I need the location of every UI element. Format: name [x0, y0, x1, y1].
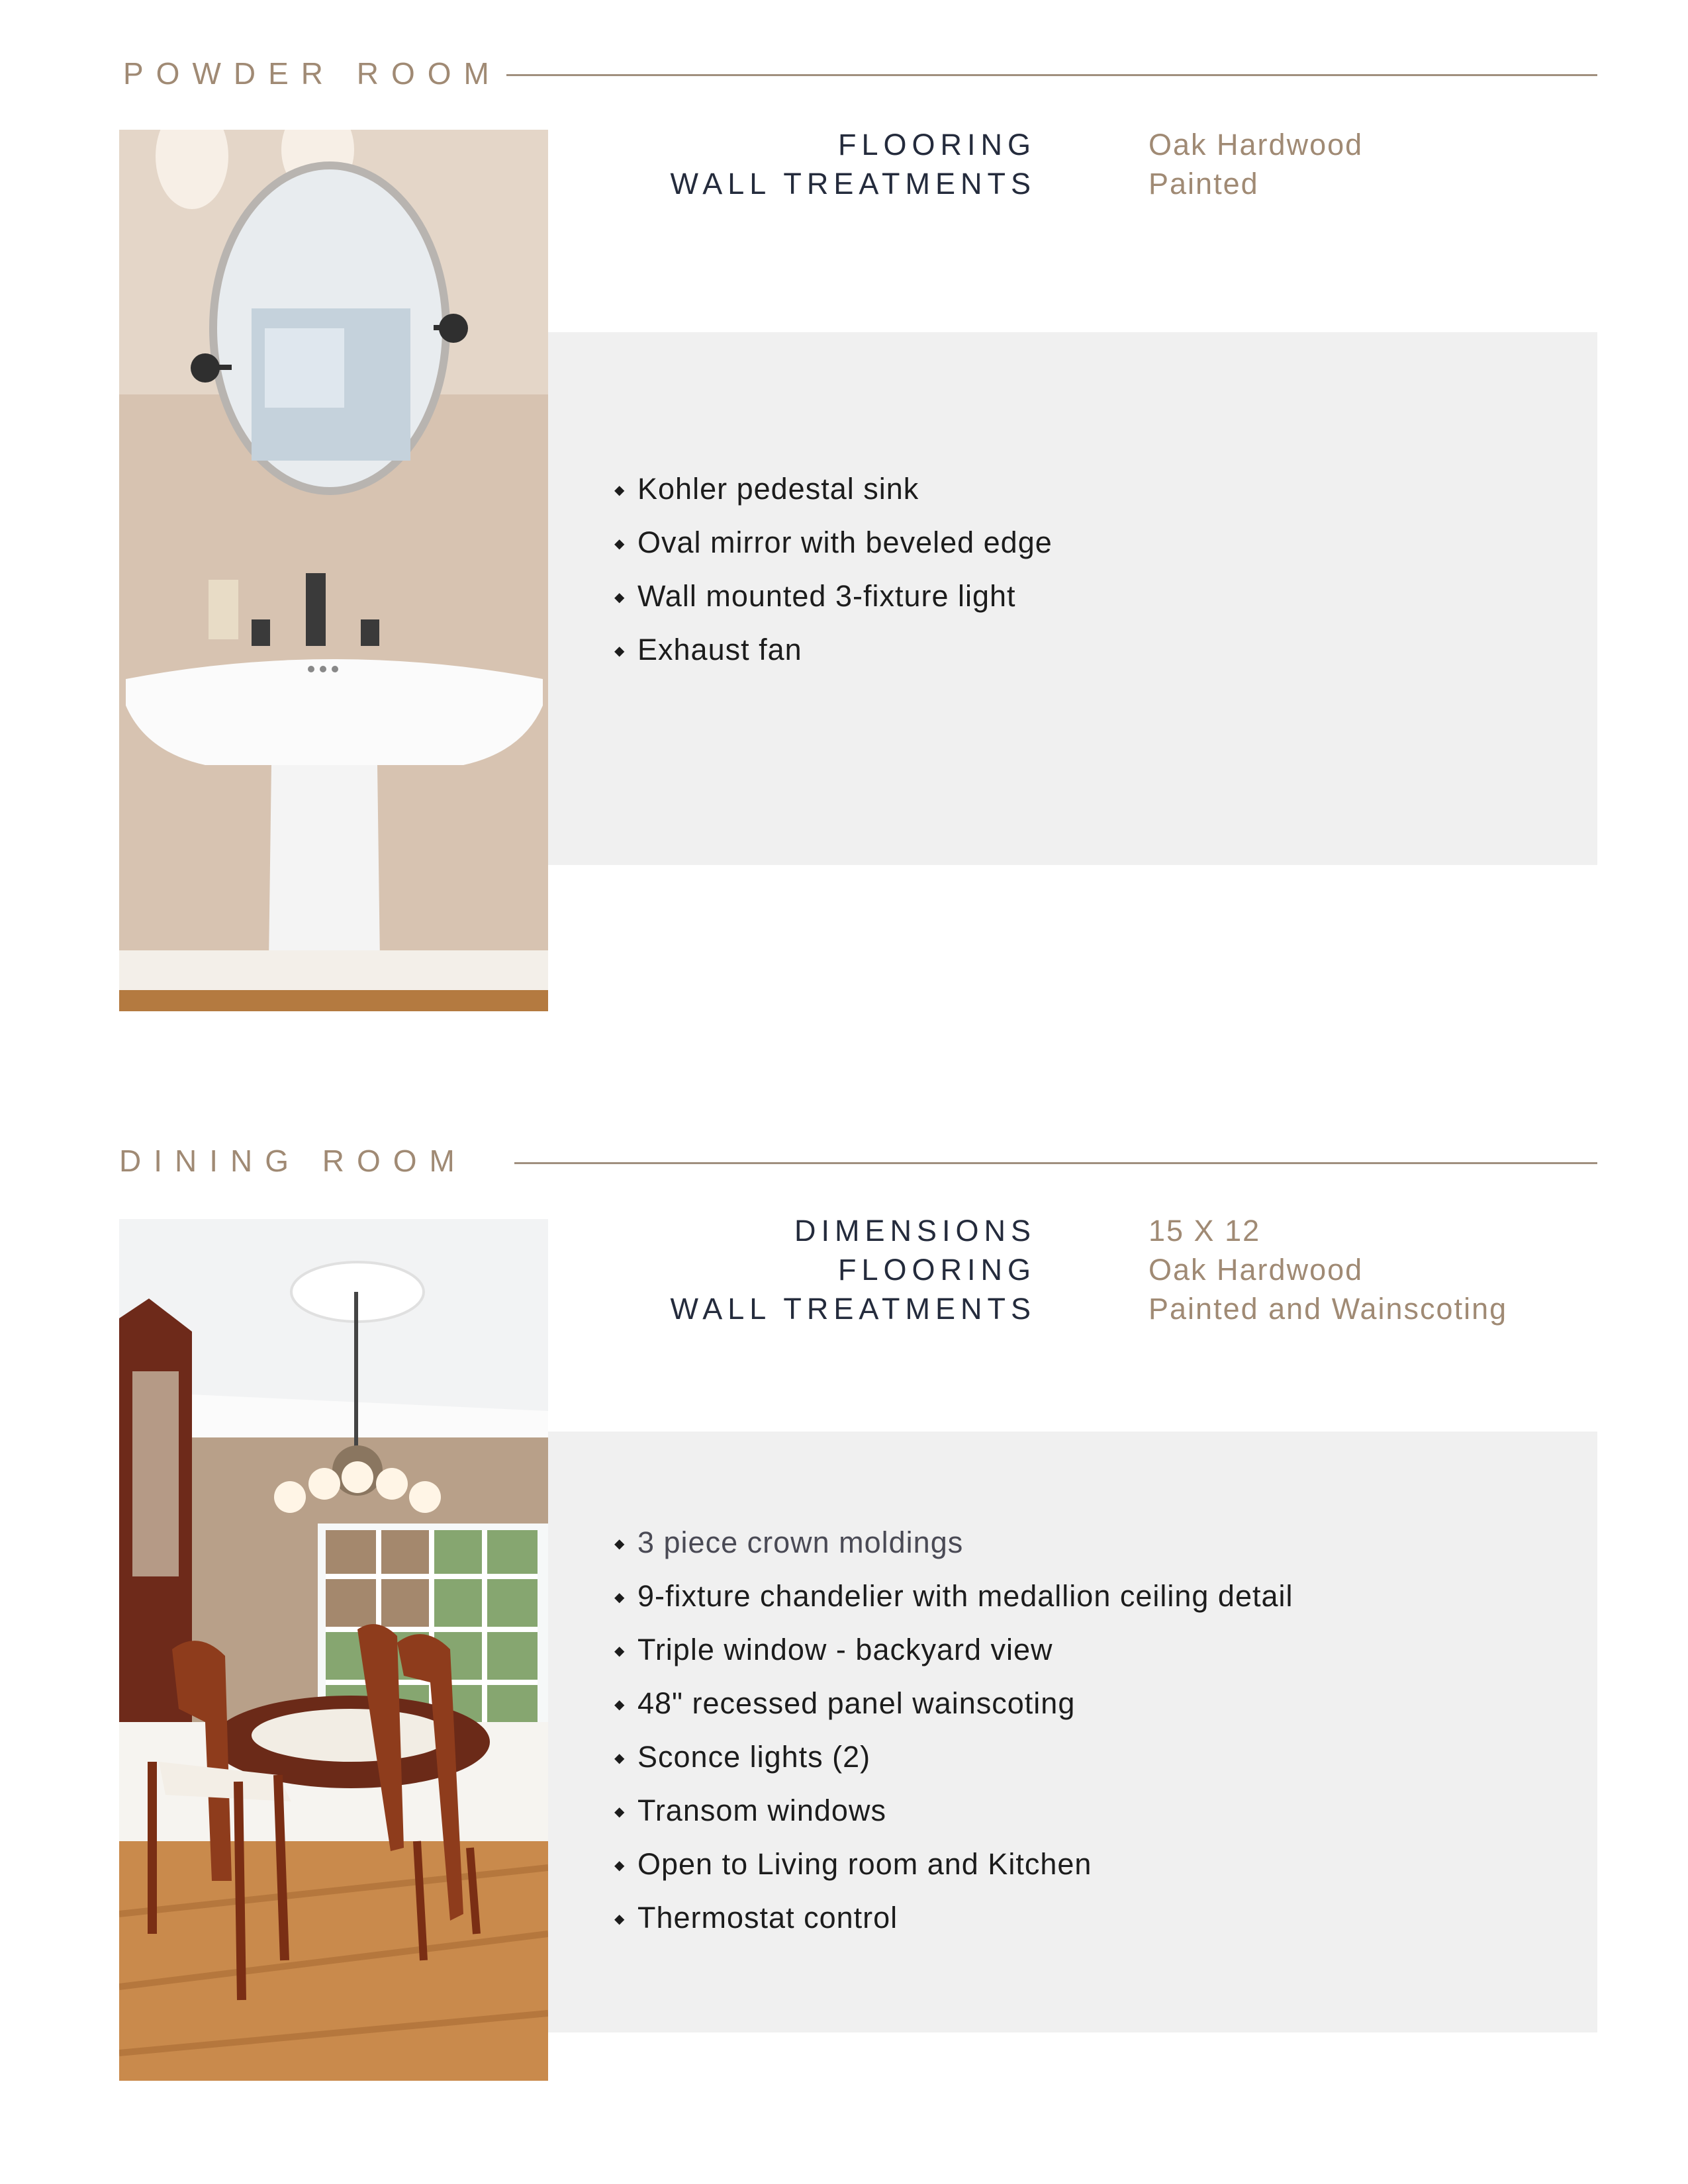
dining-room-title: DINING ROOM — [119, 1144, 467, 1178]
bullet-icon: ◆ — [614, 1912, 626, 1927]
list-item: ◆ Oval mirror with beveled edge — [614, 525, 1053, 559]
dining-room-specs — [596, 1214, 1589, 1331]
powder-room-features-panel — [548, 332, 1597, 865]
spec-value: Painted and Wainscoting — [1149, 1292, 1508, 1326]
spec-value: 15 X 12 — [1149, 1214, 1261, 1248]
powder-room-feature-list — [614, 473, 1053, 687]
spec-row-wall-treatments — [596, 167, 1589, 206]
pedestal-sink-image — [119, 130, 548, 1011]
dining-room-feature-list — [614, 1526, 1293, 1955]
list-item: ◆ Kohler pedestal sink — [614, 472, 919, 506]
list-item: ◆ 48" recessed panel wainscoting — [614, 1686, 1076, 1720]
dining-table-image — [119, 1219, 548, 2081]
spec-row-flooring — [596, 1253, 1589, 1292]
dining-room-features-panel — [548, 1432, 1597, 2032]
spec-label: DIMENSIONS — [794, 1214, 1036, 1248]
spec-label: WALL TREATMENTS — [670, 167, 1036, 201]
list-item: ◆ 9-fixture chandelier with medallion ceiling detail — [614, 1579, 1293, 1613]
spec-row-flooring — [596, 128, 1589, 167]
dining-room-photo — [119, 1219, 548, 2081]
bullet-icon: ◆ — [614, 1644, 626, 1659]
bullet-icon: ◆ — [614, 1590, 626, 1605]
spec-row-dimensions — [596, 1214, 1589, 1253]
bullet-icon: ◆ — [614, 537, 626, 551]
list-item: ◆ 3 piece crown moldings — [614, 1525, 964, 1559]
bullet-icon: ◆ — [614, 483, 626, 498]
list-item: ◆ Wall mounted 3-fixture light — [614, 579, 1016, 613]
list-item: ◆ Open to Living room and Kitchen — [614, 1847, 1092, 1881]
spec-label: FLOORING — [837, 128, 1036, 161]
list-item: ◆ Transom windows — [614, 1794, 886, 1827]
bullet-icon: ◆ — [614, 590, 626, 605]
powder-room-divider — [506, 74, 1597, 76]
powder-room-photo — [119, 130, 548, 1011]
bullet-icon: ◆ — [614, 1751, 626, 1766]
dining-room-divider — [514, 1162, 1597, 1164]
spec-value: Painted — [1149, 167, 1259, 201]
list-item: ◆ Exhaust fan — [614, 633, 802, 666]
powder-room-title: POWDER ROOM — [123, 56, 502, 91]
bullet-icon: ◆ — [614, 1698, 626, 1712]
bullet-icon: ◆ — [614, 1858, 626, 1873]
spec-value: Oak Hardwood — [1149, 128, 1364, 161]
spec-value: Oak Hardwood — [1149, 1253, 1364, 1287]
list-item: ◆ Triple window - backyard view — [614, 1633, 1053, 1666]
bullet-icon: ◆ — [614, 644, 626, 659]
spec-row-wall-treatments — [596, 1292, 1589, 1331]
list-item: ◆ Sconce lights (2) — [614, 1740, 871, 1774]
list-item: ◆ Thermostat control — [614, 1901, 898, 1934]
bullet-icon: ◆ — [614, 1805, 626, 1819]
powder-room-specs — [596, 128, 1589, 206]
spec-label: FLOORING — [837, 1253, 1036, 1287]
bullet-icon: ◆ — [614, 1537, 626, 1551]
spec-label: WALL TREATMENTS — [670, 1292, 1036, 1326]
